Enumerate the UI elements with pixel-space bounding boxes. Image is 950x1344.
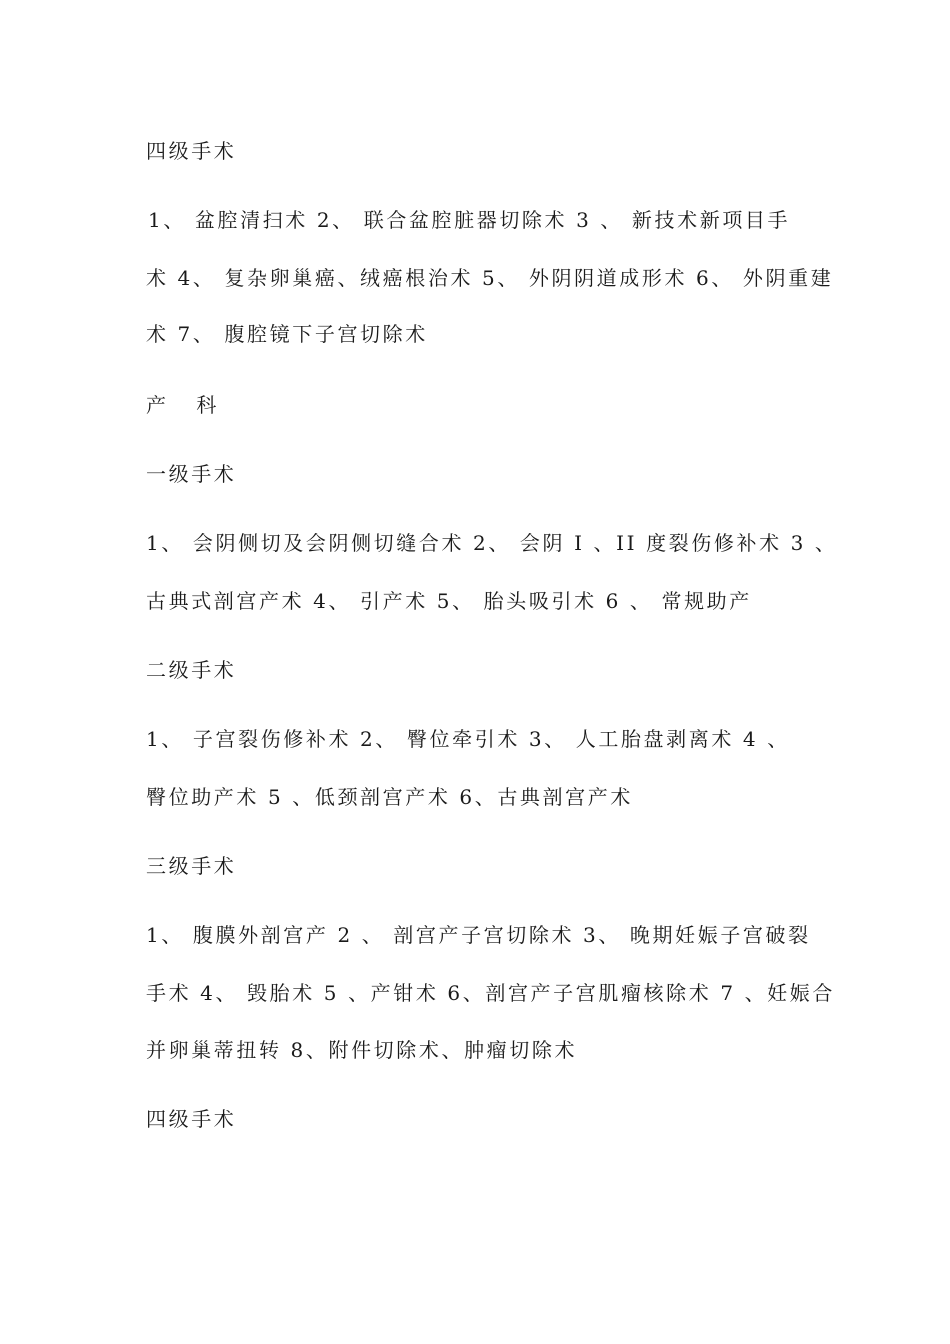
- level-three-list-line-2: 手术 4、 毁胎术 5 、产钳术 6、剖宫产子宫肌瘤核除术 7 、妊娠合: [146, 981, 835, 1005]
- heading-level-four-surgery-obstetrics: 四级手术: [146, 1107, 237, 1131]
- level-three-list-line-3: 并卵巢蒂扭转 8、附件切除术、肿瘤切除术: [146, 1038, 578, 1062]
- gynecology-level-four-list-line-3: 术 7、 腹腔镜下子宫切除术: [146, 322, 428, 346]
- level-two-list-line-2: 臀位助产术 5 、低颈剖宫产术 6、古典剖宫产术: [146, 785, 633, 809]
- heading-level-one-surgery: 一级手术: [146, 462, 237, 486]
- heading-level-two-surgery: 二级手术: [146, 658, 237, 682]
- section-title-obstetrics: 产 科: [146, 393, 229, 417]
- heading-level-three-surgery: 三级手术: [146, 854, 237, 878]
- level-two-list-line-1: 1、 子宫裂伤修补术 2、 臀位牵引术 3、 人工胎盘剥离术 4 、: [146, 727, 790, 751]
- level-one-list-line-2: 古典式剖宫产术 4、 引产术 5、 胎头吸引术 6 、 常规助产: [146, 589, 752, 613]
- gynecology-level-four-list-line-1: 1、 盆腔清扫术 2、 联合盆腔脏器切除术 3 、 新技术新项目手: [148, 208, 791, 232]
- level-one-list-line-1: 1、 会阴侧切及会阴侧切缝合术 2、 会阴 I 、II 度裂伤修补术 3 、: [146, 531, 838, 555]
- gynecology-level-four-list-line-2: 术 4、 复杂卵巢癌、绒癌根治术 5、 外阴阴道成形术 6、 外阴重建: [146, 266, 834, 290]
- heading-level-four-surgery: 四级手术: [146, 139, 237, 163]
- level-three-list-line-1: 1、 腹膜外剖宫产 2 、 剖宫产子宫切除术 3、 晚期妊娠子宫破裂: [146, 923, 811, 947]
